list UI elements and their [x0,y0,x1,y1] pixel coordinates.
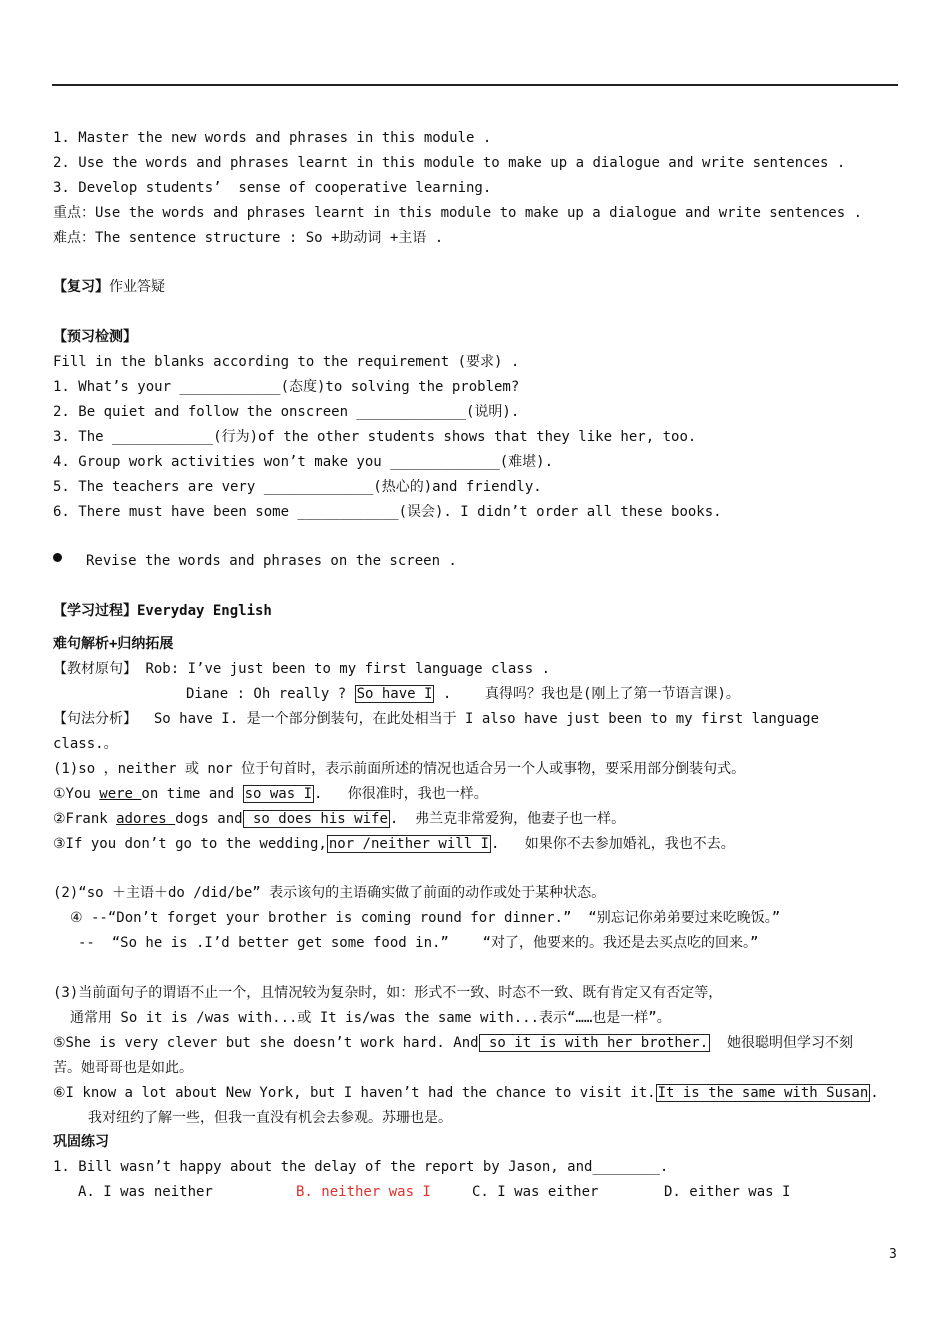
preview-item-4: 4. Group work activities won’t make you _____________(难堪). [53,454,554,470]
process-title: Everyday English [137,603,272,619]
review-section [53,278,165,296]
original-label: 【教材原句】 [53,661,137,677]
example-2 [53,810,625,828]
original-2-pre: Diane : Oh really ? [186,686,355,702]
analysis-line-2: class.。 [53,736,118,752]
difficulty: 难点：The sentence structure : So +助动词 +主语 . [53,230,444,246]
ex1-a: ①You [53,786,100,802]
analysis-line-1 [53,710,819,728]
rule-2: (2)“so ＋主语＋do /did/be” 表示该句的主语确实做了前面的动作或处于某种状态。 [53,885,606,901]
objective-1: 1. Master the new words and phrases in this module . [53,130,492,146]
example-5 [53,1034,853,1052]
ex6-boxed: It is the same with Susan [657,1085,869,1101]
ex3-boxed: nor /neither will I [328,836,489,852]
ex2-underlined: adores [116,811,176,827]
example-3 [53,835,735,853]
preview-item-2: 2. Be quiet and follow the onscreen _____________(说明). [53,404,520,420]
preview-item-3: 3. The ____________(行为)of the other students shows that they like her, too. [53,429,697,445]
ex5-c: 她很聪明但学习不刻 [710,1035,853,1051]
option-b-answer: B. neither was I [296,1184,431,1200]
ex2-boxed: so does his wife [244,811,388,827]
objective-2: 2. Use the words and phrases learnt in this module to make up a dialogue and write sentences . [53,155,846,171]
ex2-b: dogs and [175,811,243,827]
review-text: 作业答疑 [109,279,165,295]
example-5-line-2: 苦。她哥哥也是如此。 [53,1060,193,1076]
example-4-line-2: -- “So he is .I’d better get some food in.” “对了，他要来的。我还是去买点吃的回来。” [78,935,759,951]
ex5-a: ⑤She is very clever but she doesn’t work hard. And [53,1035,479,1051]
ex1-boxed: so was I [244,786,313,802]
original-line-2 [186,685,740,703]
example-1 [53,785,488,803]
example-4-line-1: ④ --“Don’t forget your brother is coming round for dinner.” “别忘记你弟弟要过来吃晚饭。” [70,910,781,926]
ex1-b: on time and [141,786,243,802]
bullet-icon [53,553,62,562]
rule-3-line-1: (3)当前面句子的谓语不止一个，且情况较为复杂时，如：形式不一致、时态不一致、既有肯定又有否定等， [53,985,723,1001]
preview-heading: 【预习检测】 [53,329,137,345]
original-line-1 [53,660,550,678]
page-number: 3 [889,1247,897,1262]
original-2-post: . 真得吗？我也是(刚上了第一节语言课)。 [434,686,740,702]
option-a: A. I was neither [78,1184,213,1200]
ex3-a: ③If you don’t go to the wedding, [53,836,327,852]
header-rule [52,84,898,86]
ex1-underlined: were [99,786,142,802]
ex3-c: . 如果你不去参加婚礼，我也不去。 [491,836,735,852]
rule-1: (1)so ，neither 或 nor 位于句首时，表示前面所述的情况也适合另一个人或事物，要采用部分倒装句式。 [53,761,746,777]
process-subheading: 难句解析+归纳拓展 [53,636,174,652]
ex6-c: . [870,1085,879,1101]
analysis-text-1: So have I. 是一个部分倒装句，在此处相当于 I also have just been to my first language [153,711,820,727]
option-d: D. either was I [664,1184,791,1200]
objective-3: 3. Develop students’ sense of cooperative learning. [53,180,492,196]
ex5-boxed: so it is with her brother. [480,1035,709,1051]
practice-heading: 巩固练习 [53,1134,109,1150]
process-heading-line [53,602,272,620]
preview-item-5: 5. The teachers are very _____________(热心的)and friendly. [53,479,542,495]
preview-instruction: Fill in the blanks according to the requirement (要求) . [53,354,520,370]
rule-3-line-2: 通常用 So it is /was with...或 It is/was the same with...表示“……也是一样”。 [70,1010,671,1026]
practice-question-1: 1. Bill wasn’t happy about the delay of the report by Jason, and________. [53,1159,669,1175]
analysis-label: 【句法分析】 [53,711,137,727]
review-heading: 【复习】 [53,279,109,295]
bullet-text: Revise the words and phrases on the screen . [86,553,457,569]
original-2-boxed: So have I [356,686,433,702]
process-heading: 【学习过程】 [53,603,137,619]
example-6 [53,1084,879,1102]
ex2-c: . 弗兰克非常爱狗，他妻子也一样。 [389,811,626,827]
ex1-c: . 你很准时，我也一样。 [314,786,488,802]
option-c: C. I was either [472,1184,599,1200]
original-sentence-1: Rob: I’ve just been to my first language class . [145,661,551,677]
preview-item-1: 1. What’s your ____________(态度)to solving the problem? [53,379,520,395]
key-point: 重点：Use the words and phrases learnt in this module to make up a dialogue and write sentences . [53,205,863,221]
preview-item-6: 6. There must have been some ____________(误会). I didn’t order all these books. [53,504,722,520]
ex6-a: ⑥I know a lot about New York, but I haven’t had the chance to visit it. [53,1085,656,1101]
ex2-a: ②Frank [53,811,117,827]
example-6-line-2: 我对纽约了解一些，但我一直没有机会去参观。苏珊也是。 [88,1110,452,1126]
